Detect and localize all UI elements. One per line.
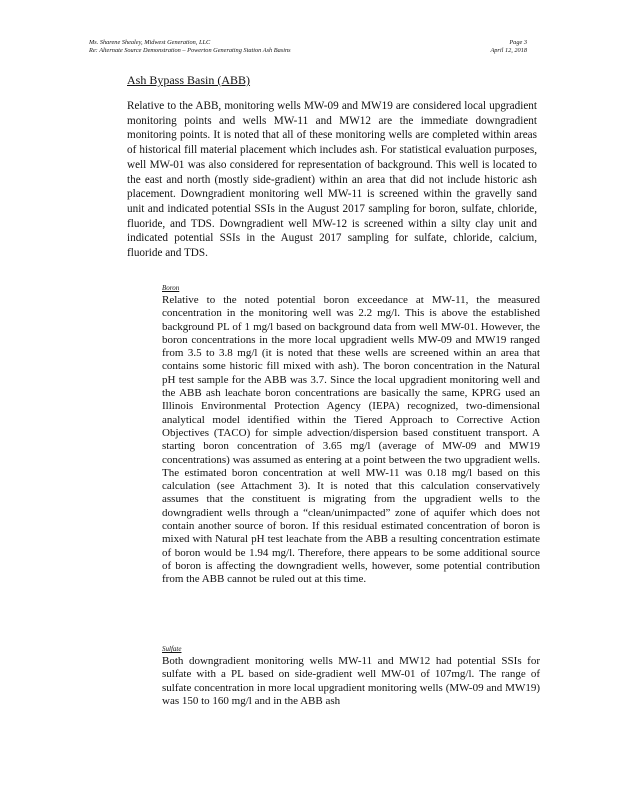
letter-header-left <box>89 39 291 55</box>
letter-header-right <box>470 39 527 55</box>
header-date: April 12, 2018 <box>490 47 527 54</box>
header-page-number: Page 3 <box>509 39 527 46</box>
sulfate-heading: Sulfate <box>162 645 182 653</box>
boron-paragraph: Relative to the noted potential boron exceedance at MW-11, the measured concentration in the monitoring well was 2.2 mg/l. This is above the established background PL of 1 mg/l based on background data from well MW-01. However, the boron concentrations in the more local upgradient wells MW-09 and MW19 ranged from 3.5 to 3.8 mg/l (it is noted that these wells are screened within an area that contains some historic fill mixed with ash). The boron concentration in the Natural pH test sample for the ABB was 3.7. Since the local upgradient monitoring well and the ABB ash leachate boron concentrations are basically the same, KPRG used an Illinois Environmental Protection Agency (IEPA) recognized, two-dimensional analytical model identified within the Tiered Approach to Corrective Action Objectives (TACO) for simple advection/dispersion based constituent transport. A starting boron concentration of 3.65 mg/l (average of MW-09 and MW19 concentrations) was assumed as entering at a point between the two upgradient wells. The estimated boron concentration at well MW-11 was 0.18 mg/l based on this calculation (see Attachment 3). It is noted that this calculation conservatively assumes that the constituent is migrating from the upgradient wells to the downgradient wells through a “clean/unimpacted” zone of aquifer which does not contain another source of boron. If this residual estimated concentration of boron is mixed with Natural pH test leachate from the ABB a resulting concentration estimate of boron would be 1.94 mg/l. Therefore, there appears to be some additional source of boron is affecting the downgradient wells, however, some potential contribution from the ABB cannot be ruled out at this time. <box>162 294 540 586</box>
sulfate-paragraph: Both downgradient monitoring wells MW-11 and MW12 had potential SSIs for sulfate with a PL based on side-gradient well MW-01 of 107mg/l. The range of sulfate concentration in more local upgradient monitoring wells (MW-09 and MW19) was 150 to 160 mg/l and in the ABB ash <box>162 655 540 707</box>
header-subject: Re: Alternate Source Demonstration – Powerton Generating Station Ash Basins <box>89 47 291 54</box>
header-recipient: Ms. Sharene Shealey, Midwest Generation, LLC <box>89 39 211 46</box>
boron-heading: Boron <box>162 284 180 292</box>
section-title: Ash Bypass Basin (ABB) <box>127 73 251 87</box>
section-paragraph: Relative to the ABB, monitoring wells MW-09 and MW19 are considered local upgradient monitoring points and wells MW-11 and MW12 are the immediate downgradient monitoring points. It is noted that all of these monitoring wells are completed within areas of historical fill material placement which includes ash. For statistical evaluation purposes, well MW-01 was also considered for representation of background. This well is located to the east and north (mostly side-gradient) within an area that did not include historic ash placement. Downgradient monitoring well MW-11 is screened within the gravelly sand unit and indicated potential SSIs in the August 2017 sampling for boron, sulfate, chloride, fluoride, and TDS. Downgradient well MW-12 is screened within a silty clay unit and indicated potential SSIs in the August 2017 sampling for sulfate, chloride, calcium, fluoride and TDS. <box>127 100 537 260</box>
